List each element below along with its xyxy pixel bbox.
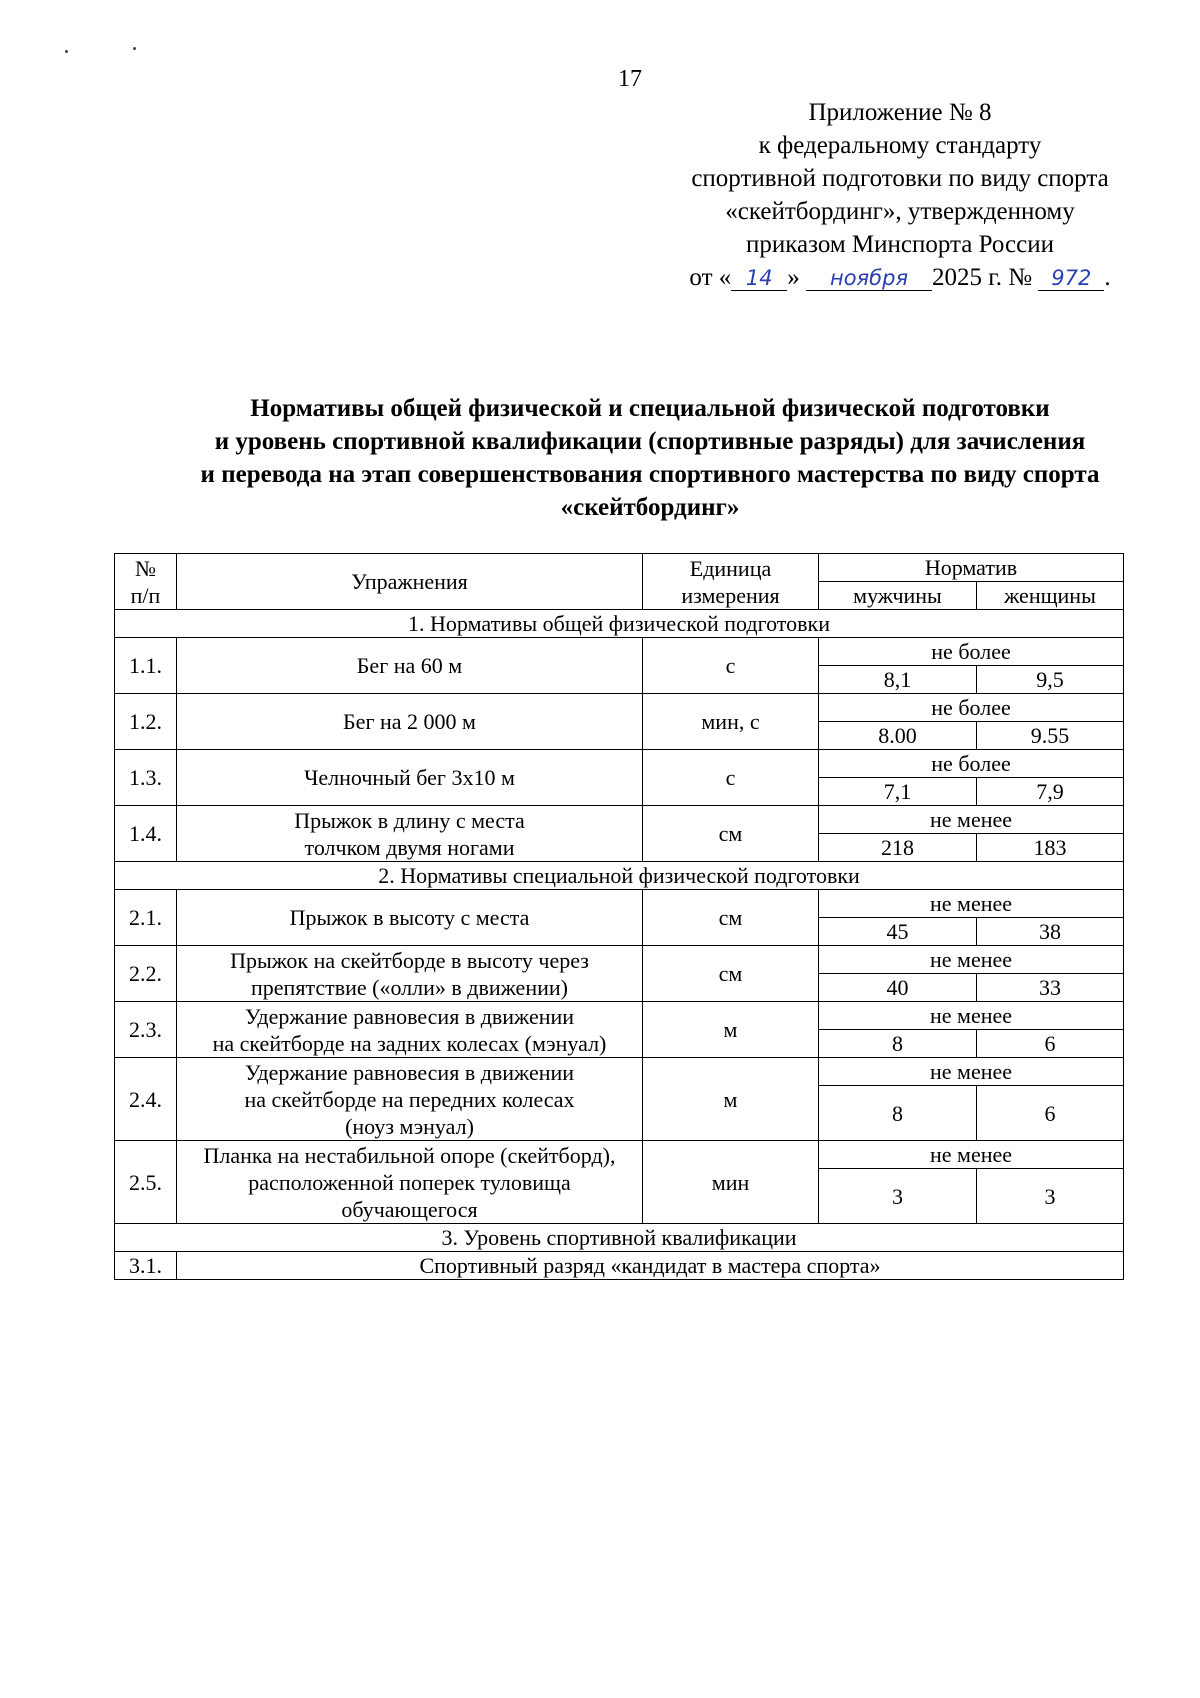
table-row [115, 1252, 1124, 1280]
men-value: 40 [819, 974, 977, 1002]
exercise-line: (ноуз мэнуал) [345, 1113, 474, 1139]
unit-cell: мин [643, 1141, 819, 1224]
section-title: 3. Уровень спортивной квалификации [115, 1224, 1124, 1252]
women-value: 9,5 [977, 666, 1124, 694]
row-number: 2.5. [115, 1141, 177, 1224]
appendix-line: приказом Минспорта России [745, 231, 1054, 258]
header-norm: Норматив [819, 554, 1124, 582]
exercise-line: Прыжок на скейтборде в высоту через [230, 947, 589, 973]
appendix-block [640, 96, 1160, 294]
condition-cell: не менее [819, 946, 1124, 974]
appendix-line: к федеральному стандарту [758, 132, 1042, 159]
appendix-line: «скейтбординг», утвержденному [725, 198, 1075, 225]
exercise-line: препятствие («олли» в движении) [251, 974, 568, 1000]
exercise-line: толчком двумя ногами [304, 834, 515, 860]
section-row [115, 862, 1124, 890]
women-value: 7,9 [977, 778, 1124, 806]
exercise-line: Удержание равновесия в движении [244, 1059, 575, 1085]
unit-cell: с [643, 750, 819, 806]
title-line: «скейтбординг» [560, 494, 740, 521]
date-prefix: от « [689, 264, 732, 291]
exercise-line: Прыжок в длину с места [294, 807, 525, 833]
exercise-line: расположенной поперек туловища [248, 1169, 571, 1195]
exercise-line: на скейтборде на задних колесах (мэнуал) [212, 1030, 607, 1056]
exercise-cell [177, 946, 643, 1002]
table-row [115, 1141, 1124, 1169]
condition-cell: не менее [819, 1002, 1124, 1030]
appendix-line: спортивной подготовки по виду спорта [691, 165, 1109, 192]
men-value: 45 [819, 918, 977, 946]
condition-cell: не более [819, 638, 1124, 666]
date-mid: » [787, 264, 800, 291]
header-men: мужчины [819, 582, 977, 610]
men-value: 7,1 [819, 778, 977, 806]
scan-dot [65, 50, 68, 53]
unit-cell: мин, с [643, 694, 819, 750]
women-value: 38 [977, 918, 1124, 946]
header-unit: Единица измерения [643, 554, 819, 610]
exercise-line: Бег на 2 000 м [343, 709, 476, 734]
row-number: 1.1. [115, 638, 177, 694]
handwritten-month: ноября [806, 266, 932, 291]
exercise-cell [177, 1141, 643, 1224]
date-year: 2025 г. № [932, 264, 1033, 291]
exercise-line: Удержание равновесия в движении [244, 1003, 575, 1029]
unit-cell: с [643, 638, 819, 694]
exercise-cell [177, 694, 643, 750]
qualification-cell: Спортивный разряд «кандидат в мастера спорта» [177, 1252, 1124, 1280]
appendix-line: Приложение № 8 [808, 99, 992, 126]
condition-cell: не более [819, 694, 1124, 722]
table-row [115, 890, 1124, 918]
women-value: 3 [977, 1169, 1124, 1224]
order-date-line [640, 261, 1160, 294]
row-number: 3.1. [115, 1252, 177, 1280]
section-row [115, 610, 1124, 638]
men-value: 218 [819, 834, 977, 862]
women-value: 6 [977, 1086, 1124, 1141]
header-num: № п/п [115, 554, 177, 610]
scan-dot [133, 47, 136, 50]
men-value: 3 [819, 1169, 977, 1224]
title-line: и перевода на этап совершенствования спортивного мастерства по виду спорта [200, 461, 1100, 488]
condition-cell: не менее [819, 1058, 1124, 1086]
exercise-cell [177, 638, 643, 694]
exercise-cell [177, 806, 643, 862]
condition-cell: не менее [819, 890, 1124, 918]
women-value: 6 [977, 1030, 1124, 1058]
document-title [100, 392, 1200, 524]
women-value: 9.55 [977, 722, 1124, 750]
exercise-line: на скейтборде на передних колесах [244, 1086, 575, 1112]
men-value: 8.00 [819, 722, 977, 750]
exercise-line: Челночный бег 3х10 м [304, 765, 515, 790]
table-row [115, 1002, 1124, 1030]
section-title: 2. Нормативы специальной физической подготовки [115, 862, 1124, 890]
header-exercises: Упражнения [177, 554, 643, 610]
header-women: женщины [977, 582, 1124, 610]
exercise-line: Планка на нестабильной опоре (скейтборд), [203, 1142, 616, 1168]
date-end: . [1104, 264, 1111, 291]
exercise-line: Прыжок в высоту с места [289, 905, 530, 930]
unit-cell: см [643, 890, 819, 946]
table-row [115, 694, 1124, 722]
unit-cell: м [643, 1058, 819, 1141]
exercise-cell [177, 890, 643, 946]
handwritten-day: 14 [731, 266, 787, 291]
condition-cell: не более [819, 750, 1124, 778]
exercise-cell [177, 750, 643, 806]
section-row [115, 1224, 1124, 1252]
unit-cell: см [643, 946, 819, 1002]
exercise-line: обучающегося [341, 1196, 478, 1222]
men-value: 8 [819, 1030, 977, 1058]
table-row [115, 1058, 1124, 1086]
row-number: 2.2. [115, 946, 177, 1002]
handwritten-number: 972 [1038, 266, 1104, 291]
row-number: 1.3. [115, 750, 177, 806]
men-value: 8 [819, 1086, 977, 1141]
title-line: и уровень спортивной квалификации (спортивные разряды) для зачисления [214, 428, 1086, 455]
row-number: 2.3. [115, 1002, 177, 1058]
women-value: 183 [977, 834, 1124, 862]
row-number: 1.4. [115, 806, 177, 862]
table-row [115, 806, 1124, 834]
norms-table [114, 553, 1124, 1280]
title-line: Нормативы общей физической и специальной физической подготовки [250, 395, 1050, 422]
condition-cell: не менее [819, 1141, 1124, 1169]
table-row [115, 638, 1124, 666]
row-number: 1.2. [115, 694, 177, 750]
page-number: 17 [618, 66, 642, 92]
condition-cell: не менее [819, 806, 1124, 834]
exercise-cell [177, 1002, 643, 1058]
exercise-cell [177, 1058, 643, 1141]
table-row [115, 750, 1124, 778]
header-row [115, 554, 1124, 582]
row-number: 2.1. [115, 890, 177, 946]
men-value: 8,1 [819, 666, 977, 694]
table-row [115, 946, 1124, 974]
exercise-line: Бег на 60 м [356, 653, 463, 678]
section-title: 1. Нормативы общей физической подготовки [115, 610, 1124, 638]
women-value: 33 [977, 974, 1124, 1002]
row-number: 2.4. [115, 1058, 177, 1141]
unit-cell: м [643, 1002, 819, 1058]
unit-cell: см [643, 806, 819, 862]
